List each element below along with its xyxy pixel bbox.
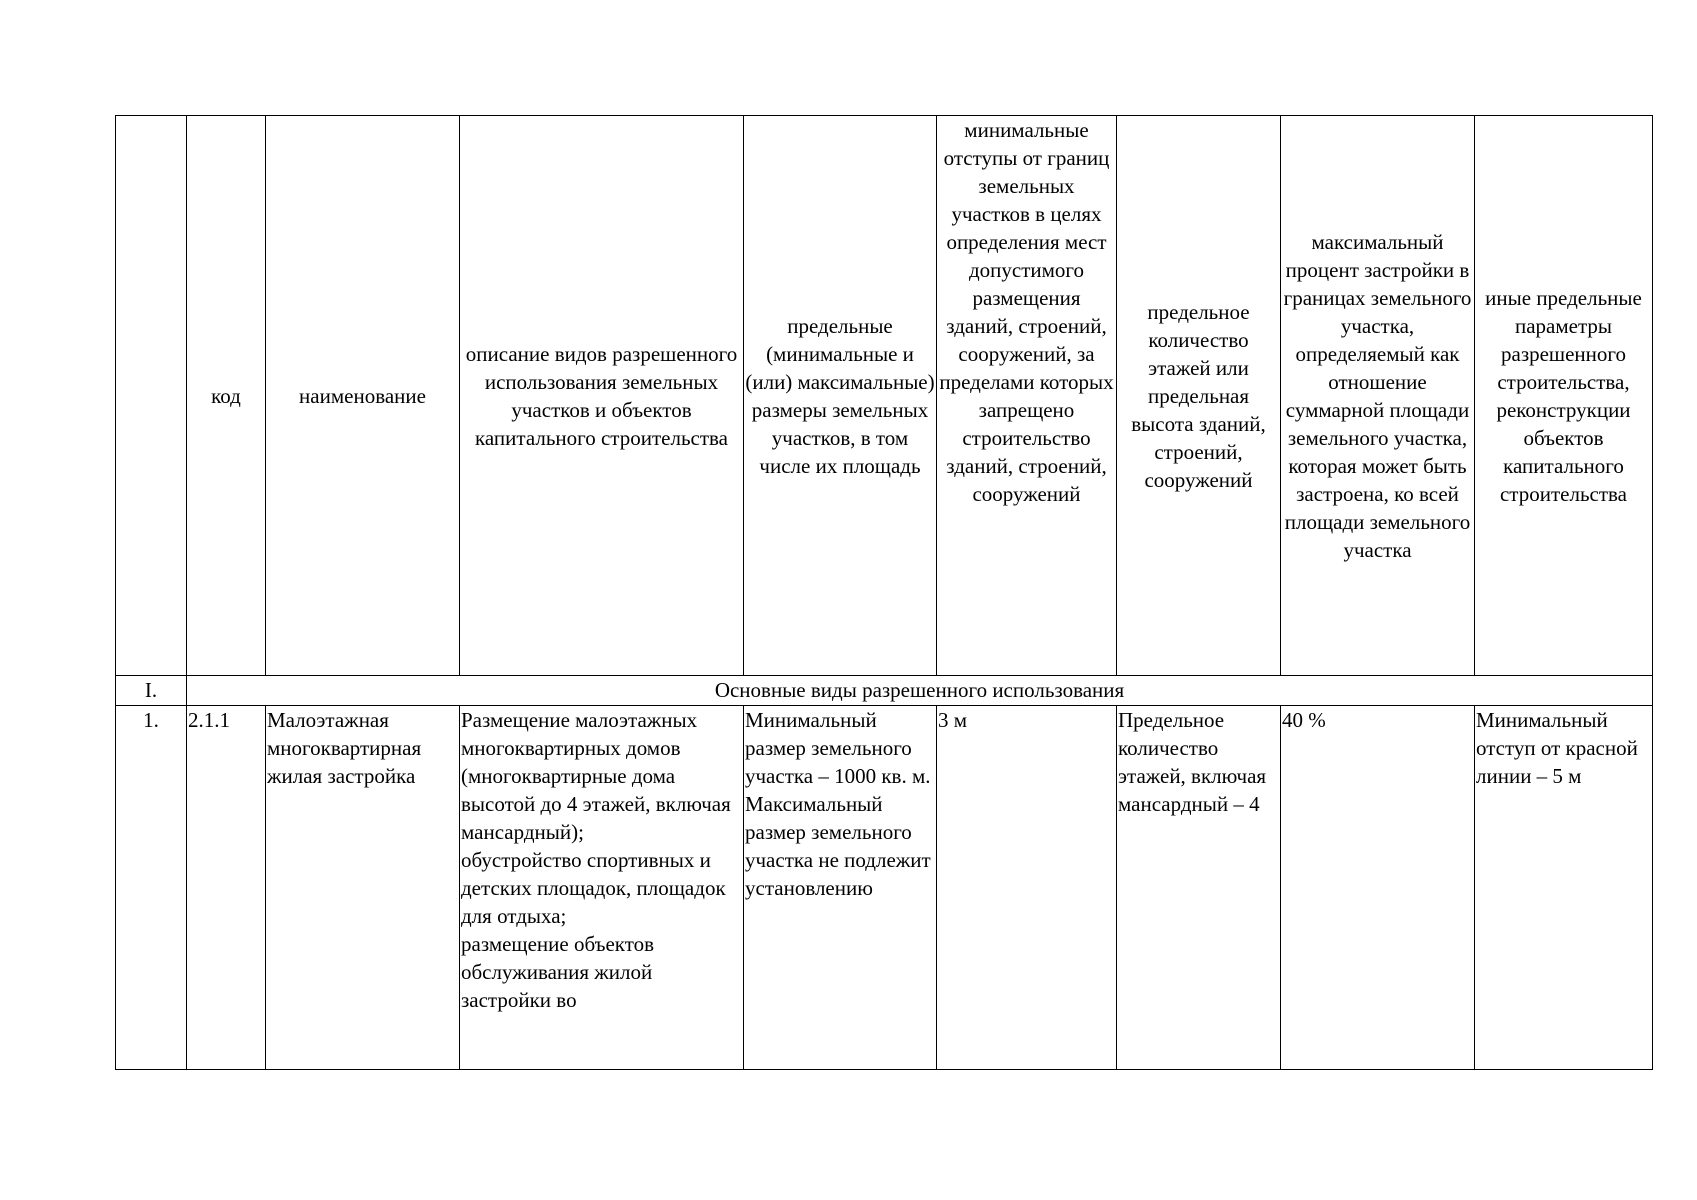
row-plot-size: [744, 706, 937, 1070]
header-row: [116, 116, 1653, 676]
description-line: обустройство спортивных и детских площадок, площадок для отдыха;: [461, 848, 726, 928]
row-number: 1.: [116, 706, 187, 1070]
row-code: 2.1.1: [187, 706, 266, 1070]
table-row: [116, 706, 1653, 1070]
row-coverage: 40 %: [1281, 706, 1475, 1070]
header-cell-coverage: максимальный процент застройки в границах земельного участка, определяемый как отношение суммарной площади земельного участка, которая может быть застроена, ко всей площади земельного участка: [1281, 116, 1475, 676]
row-name: Малоэтажная многоквартирная жилая застройка: [266, 706, 460, 1070]
row-other: Минимальный отступ от красной линии – 5 м: [1475, 706, 1653, 1070]
header-cell-other: иные предельные параметры разрешенного строительства, реконструкции объектов капитального строительства: [1475, 116, 1653, 676]
plot-size-min: Минимальный размер земельного участка – 1000 кв. м.: [745, 708, 931, 788]
row-setbacks: 3 м: [937, 706, 1117, 1070]
section-number: I.: [116, 676, 187, 706]
row-floors: Предельное количество этажей, включая мансардный – 4: [1117, 706, 1281, 1070]
description-line: Размещение малоэтажных многоквартирных домов (многоквартирные дома высотой до 4 этажей, включая мансардный);: [461, 708, 731, 844]
header-cell-floors: предельное количество этажей или предельная высота зданий, строений, сооружений: [1117, 116, 1281, 676]
header-cell-description: описание видов разрешенного использования земельных участков и объектов капитального строительства: [460, 116, 744, 676]
section-row: [116, 676, 1653, 706]
header-cell-code: код: [187, 116, 266, 676]
header-cell-number: [116, 116, 187, 676]
row-description: [460, 706, 744, 1070]
header-cell-name: наименование: [266, 116, 460, 676]
plot-size-max: Максимальный размер земельного участка не подлежит установлению: [745, 792, 931, 900]
header-cell-plot-size: предельные (минимальные и (или) максимальные) размеры земельных участков, в том числе их площадь: [744, 116, 937, 676]
section-title: Основные виды разрешенного использования: [187, 676, 1653, 706]
header-cell-setbacks: минимальные отступы от границ земельных участков в целях определения мест допустимого размещения зданий, строений, сооружений, за пределами которых запрещено строительство зданий, строений, сооружений: [937, 116, 1117, 676]
description-line: размещение объектов обслуживания жилой застройки во: [461, 932, 655, 1012]
zoning-parameters-table: [115, 115, 1653, 1070]
